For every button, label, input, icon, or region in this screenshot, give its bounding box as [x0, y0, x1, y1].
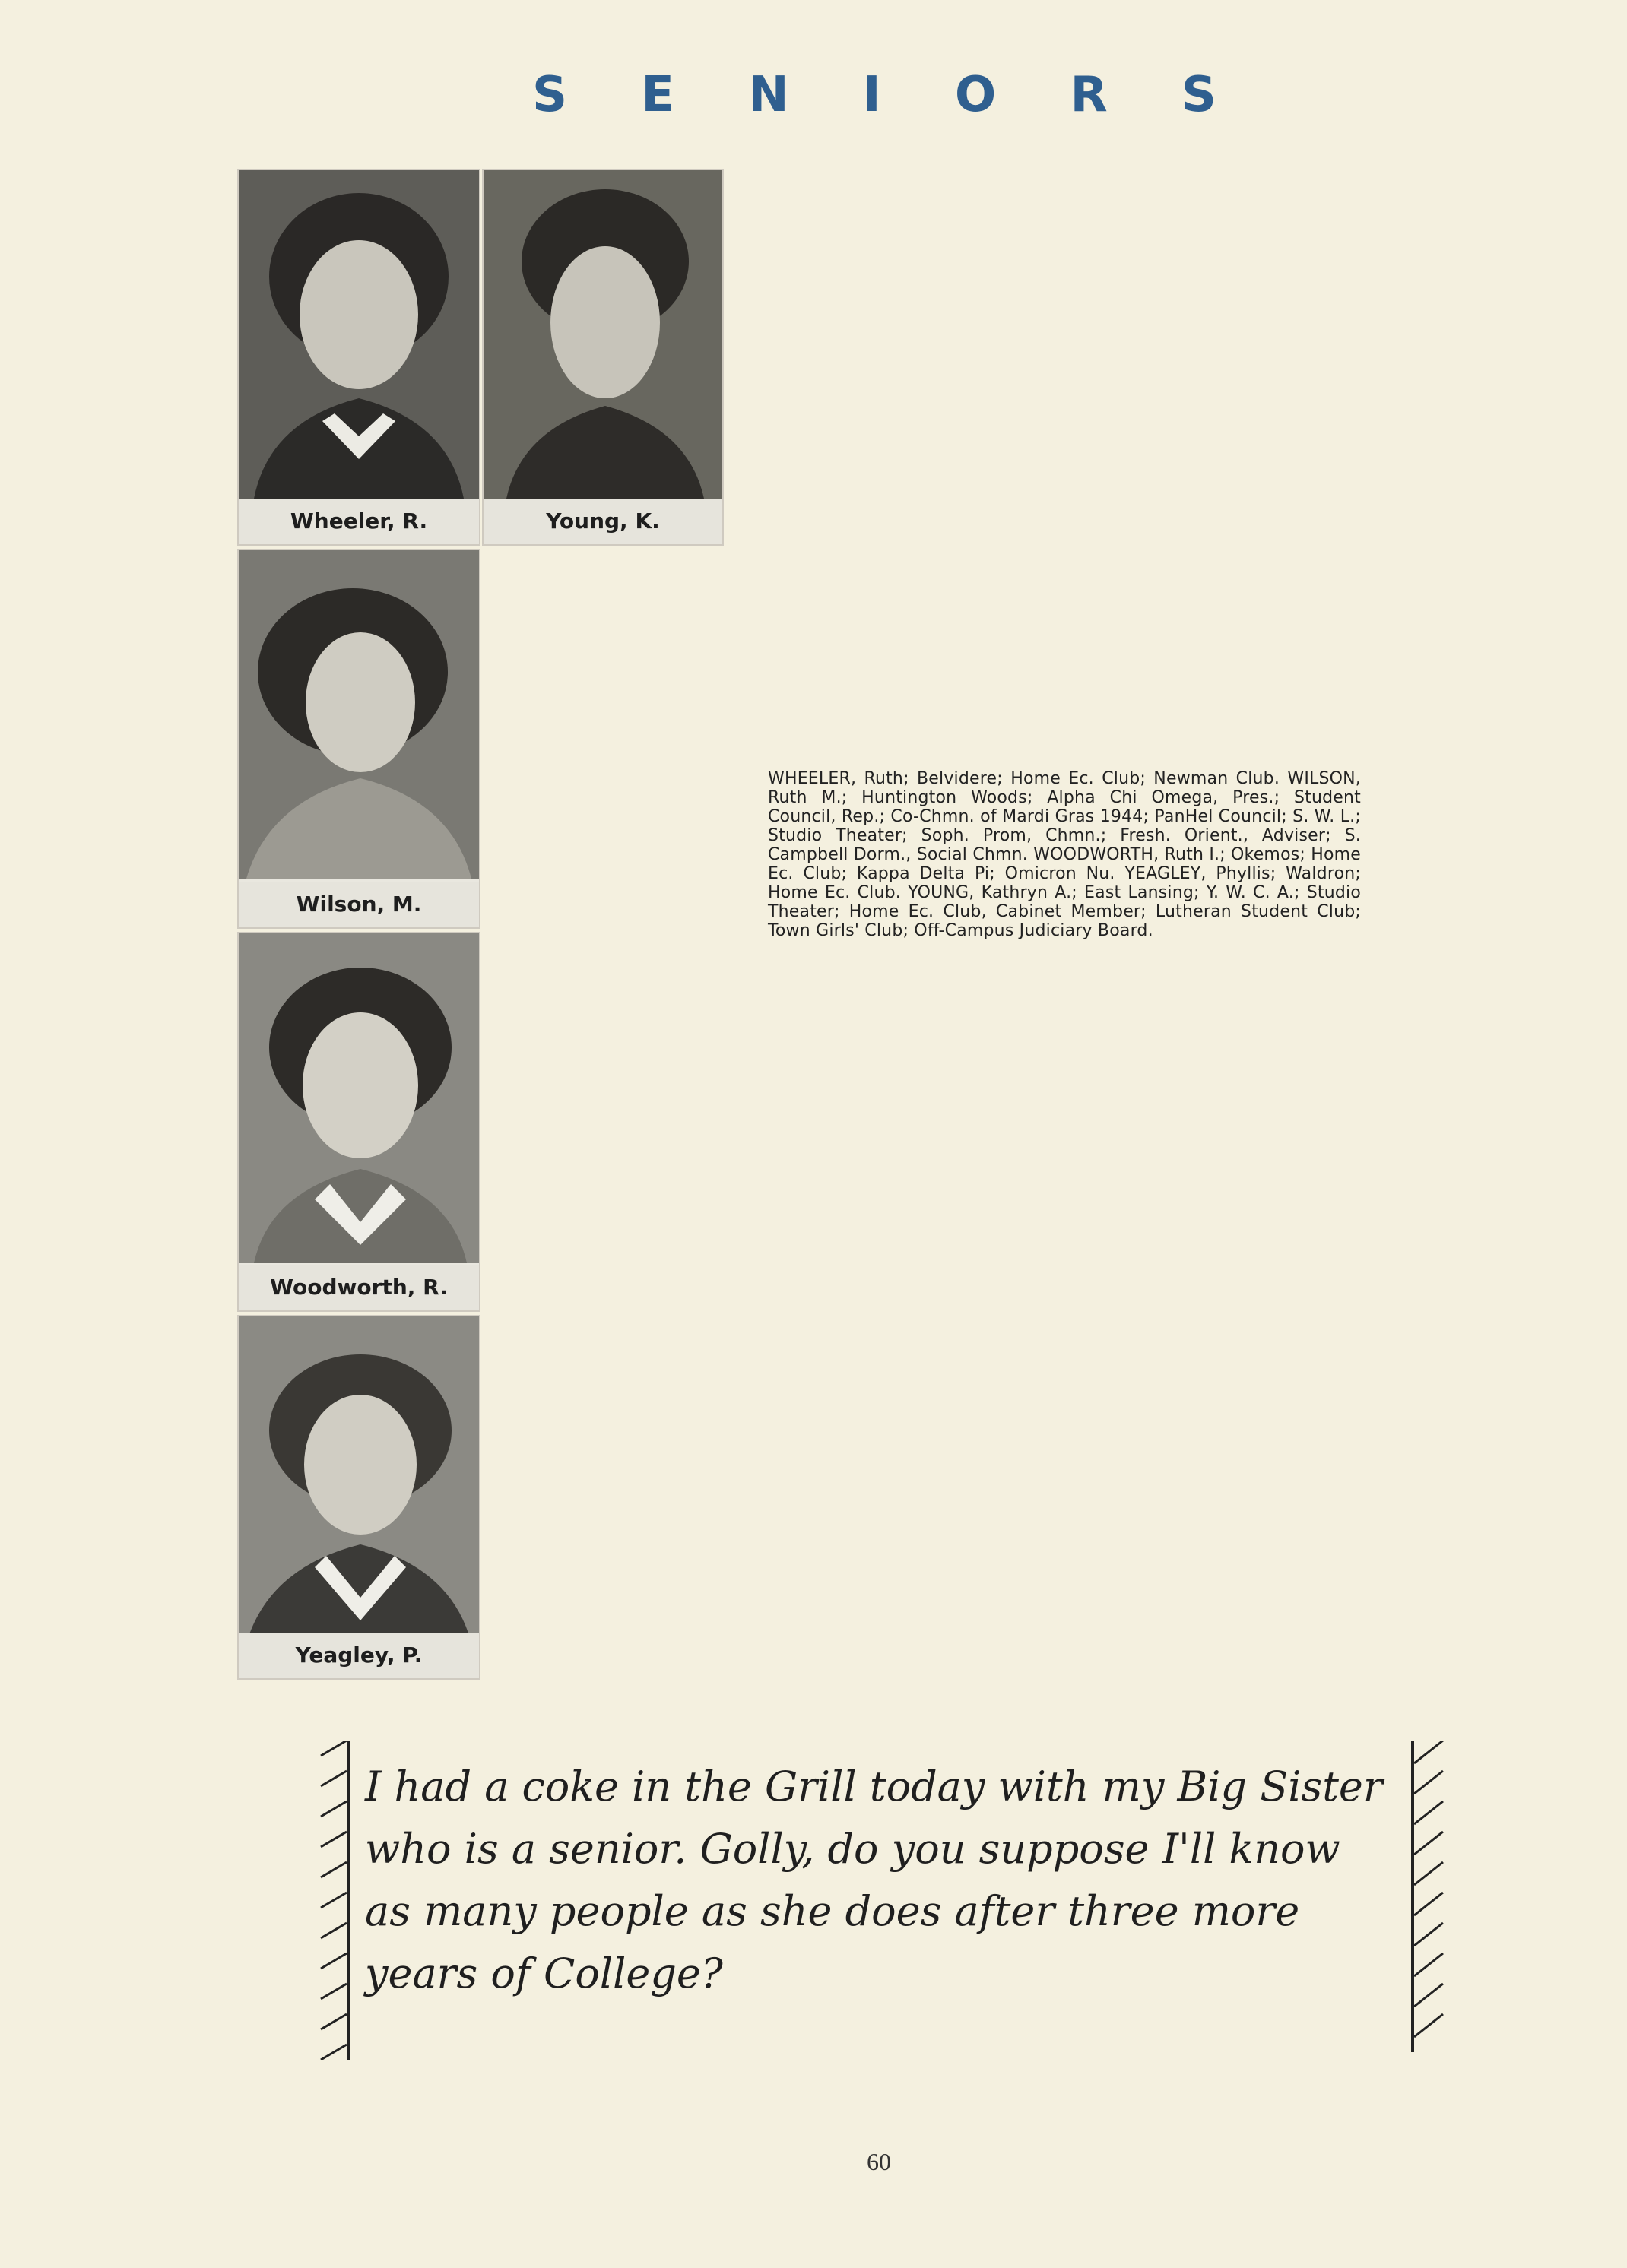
handwritten-note [319, 1741, 1452, 2060]
portrait-caption: Young, K. [484, 499, 722, 544]
title-letter: S [532, 67, 568, 123]
title-letter: N [748, 67, 789, 123]
title-letter: E [641, 67, 674, 123]
page-number: 60 [867, 2148, 891, 2175]
title-letter: I [862, 67, 881, 123]
portrait-photo [484, 170, 722, 499]
portrait-photo [239, 170, 479, 499]
handwritten-note-text: I had a coke in the Grill today with my Big Sister who is a senior. Golly, do you suppose I'll know as many people as she does after three more years of College? [365, 1763, 1383, 1997]
portrait-card [237, 169, 480, 546]
title-letter: S [1181, 67, 1216, 123]
portrait-card [237, 1315, 480, 1680]
portrait-caption: Wilson, M. [239, 882, 479, 927]
portrait-card [482, 169, 724, 546]
portrait-photo [239, 550, 479, 879]
senior-biographies: WHEELER, Ruth; Belvidere; Home Ec. Club; Newman Club. WILSON, Ruth M.; Huntington Woods; Alpha Chi Omega, Pres.; Student Council, Rep.; Co-Chmn. of Mardi Gras 1944; PanHel Council; S. W. L.; Studio Theater; Soph. Prom, Chmn.; Fresh. Orient., Adviser; S. Campbell Dorm., Social Chmn. WOODWORTH, Ruth I.; Okemos; Home Ec. Club; Kappa Delta Pi; Omicron Nu. YEAGLEY, Phyllis; Waldron; Home Ec. Club. YOUNG, Kathryn A.; East Lansing; Y. W. C. A.; Studio Theater; Home Ec. Club, Cabinet Member; Lutheran Student Club; Town Girls' Club; Off-Campus Judiciary Board. [768, 769, 1361, 940]
portrait-card [237, 549, 480, 929]
portrait-card [237, 932, 480, 1312]
page-title [532, 67, 1216, 123]
portrait-caption: Wheeler, R. [239, 499, 479, 544]
title-letter: O [954, 67, 997, 123]
portrait-caption: Yeagley, P. [239, 1633, 479, 1678]
left-bracket-decoration [319, 1741, 350, 2060]
portrait-caption: Woodworth, R. [239, 1265, 479, 1310]
portrait-photo [239, 1316, 479, 1643]
title-letter: R [1070, 67, 1108, 123]
right-bracket-decoration [1410, 1741, 1445, 2052]
portrait-photo [239, 933, 479, 1263]
